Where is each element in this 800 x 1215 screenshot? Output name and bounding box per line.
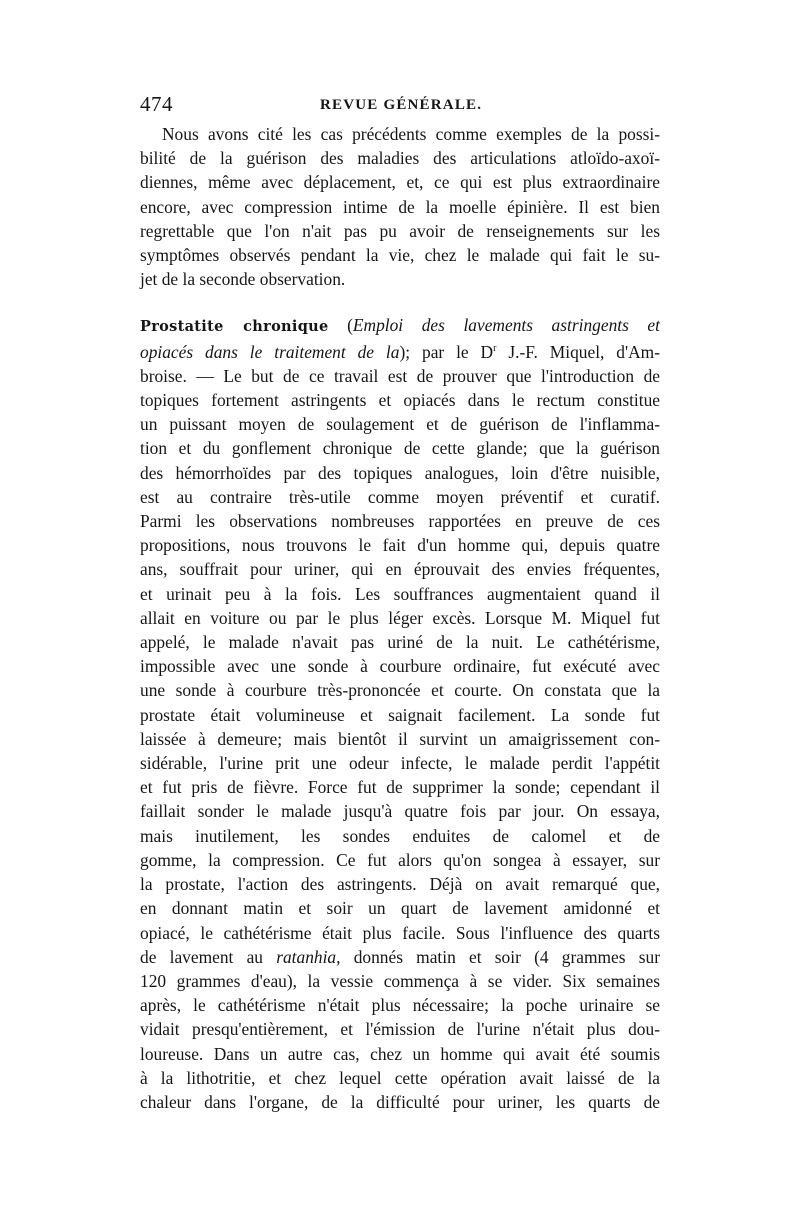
text-line: diennes, même avec déplacement, et, ce qui est plus extraordinaire [140,172,660,193]
author-name: J.-F. Miquel, d'Am- [496,341,660,362]
text-line: des hémorrhoïdes par des topiques analogues, loin d'être nuisible, [140,462,660,483]
text-line: regrettable que l'on n'ait pas pu avoir de renseignements sur les [140,220,660,241]
text-line: chaleur dans l'organe, de la difficulté pour uriner, les quarts de [140,1091,660,1112]
title-paren: ( [347,315,353,336]
text-line: appelé, le malade n'avait pas uriné de la nuit. Le cathétérisme, [140,632,660,653]
ratanhia-term: ratanhia, [276,946,341,967]
text-line: en donnant matin et soir un quart de lavement amidonné et [140,898,660,919]
text-line: opiacé, le cathétérisme était plus facile. Sous l'influence des quarts [140,922,660,943]
doctor-superscript: r [493,342,497,354]
text-line: mais inutilement, les sondes enduites de calomel et de [140,825,660,846]
ratanhia-after: donnés matin et soir (4 grammes sur [340,946,660,967]
text-line: sidérable, l'urine prit une odeur infecte, le malade perdit l'appétit [140,753,660,774]
text-line: et fut pris de fièvre. Force fut de supprimer la sonde; cependant il [140,777,660,798]
author-prefix: ); par le D [399,341,494,362]
document-page [140,92,660,1114]
text-line [140,340,660,364]
text-line: encore, avec compression intime de la moelle épinière. Il est bien [140,196,660,217]
text-line: gomme, la compression. Ce fut alors qu'on songea à essayer, sur [140,849,660,870]
ratanhia-before: de lavement au [140,946,277,967]
paragraph-intro [140,122,660,291]
page-number: 474 [140,92,173,116]
text-line: jet de la seconde observation. [140,269,346,290]
text-line: faillait sonder le malade jusqu'à quatre fois par jour. On essaya, [140,801,660,822]
text-line: et urinait peu à la fois. Les souffrances augmentaient quand il [140,583,660,604]
article-title-part-2: opiacés dans le traitement de la [140,341,400,362]
text-line [140,945,660,969]
text-line: propositions, nous trouvons le fait d'un homme qui, depuis quatre [140,535,660,556]
text-line: laissée à demeure; mais bientôt il survint un amaigrissement con- [140,728,660,749]
text-line: Parmi les observations nombreuses rapportées en preuve de ces [140,511,660,532]
text-line: une sonde à courbure très-prononcée et courte. On constata que la [140,680,660,701]
text-line: Nous avons cité les cas précédents comme exemples de la possi- [162,124,660,144]
text-line: prostate était volumineuse et saignait facilement. La sonde fut [140,704,660,725]
section-heading: Prostatite chronique [140,318,329,336]
running-title: REVUE GÉNÉRALE. [320,97,483,113]
text-line: symptômes observés pendant la vie, chez le malade qui fait le su- [140,245,660,266]
text-line: tion et du gonflement chronique de cette glande; que la guérison [140,438,660,459]
text-line: ans, souffrait pour uriner, qui en éprouvait des envies fréquentes, [140,559,660,580]
article-title-part-1: Emploi des lavements astringents et [352,315,660,336]
text-line: topiques fortement astringents et opiacés dans le rectum constitue [140,390,660,411]
text-line: loureuse. Dans un autre cas, chez un homme qui avait été soumis [140,1043,660,1064]
text-line: à la lithotritie, et chez lequel cette opération avait laissé de la [140,1067,660,1088]
text-line: vidait presqu'entièrement, et l'émission de l'urine n'était plus dou- [140,1019,660,1040]
section-heading-line [140,313,660,339]
text-line: impossible avec une sonde à courbure ordinaire, fut exécuté avec [140,656,660,677]
paragraph-prostatite [140,313,660,1114]
text-line: la prostate, l'action des astringents. Déjà on avait remarqué que, [140,874,660,895]
text-line: est au contraire très-utile comme moyen préventif et curatif. [140,486,660,507]
text-line: après, le cathétérisme n'était plus nécessaire; la poche urinaire se [140,995,660,1016]
text-line: broise. — Le but de ce travail est de prouver que l'introduction de [140,365,660,386]
text-line: allait en voiture ou par le plus léger excès. Lorsque M. Miquel fut [140,607,660,628]
text-line: un puissant moyen de soulagement et de guérison de l'inflamma- [140,414,660,435]
text-line: 120 grammes d'eau), la vessie commença à se vider. Six semaines [140,970,660,991]
running-header [140,92,660,122]
text-line: bilité de la guérison des maladies des articulations atloïdo-axoï- [140,148,660,169]
